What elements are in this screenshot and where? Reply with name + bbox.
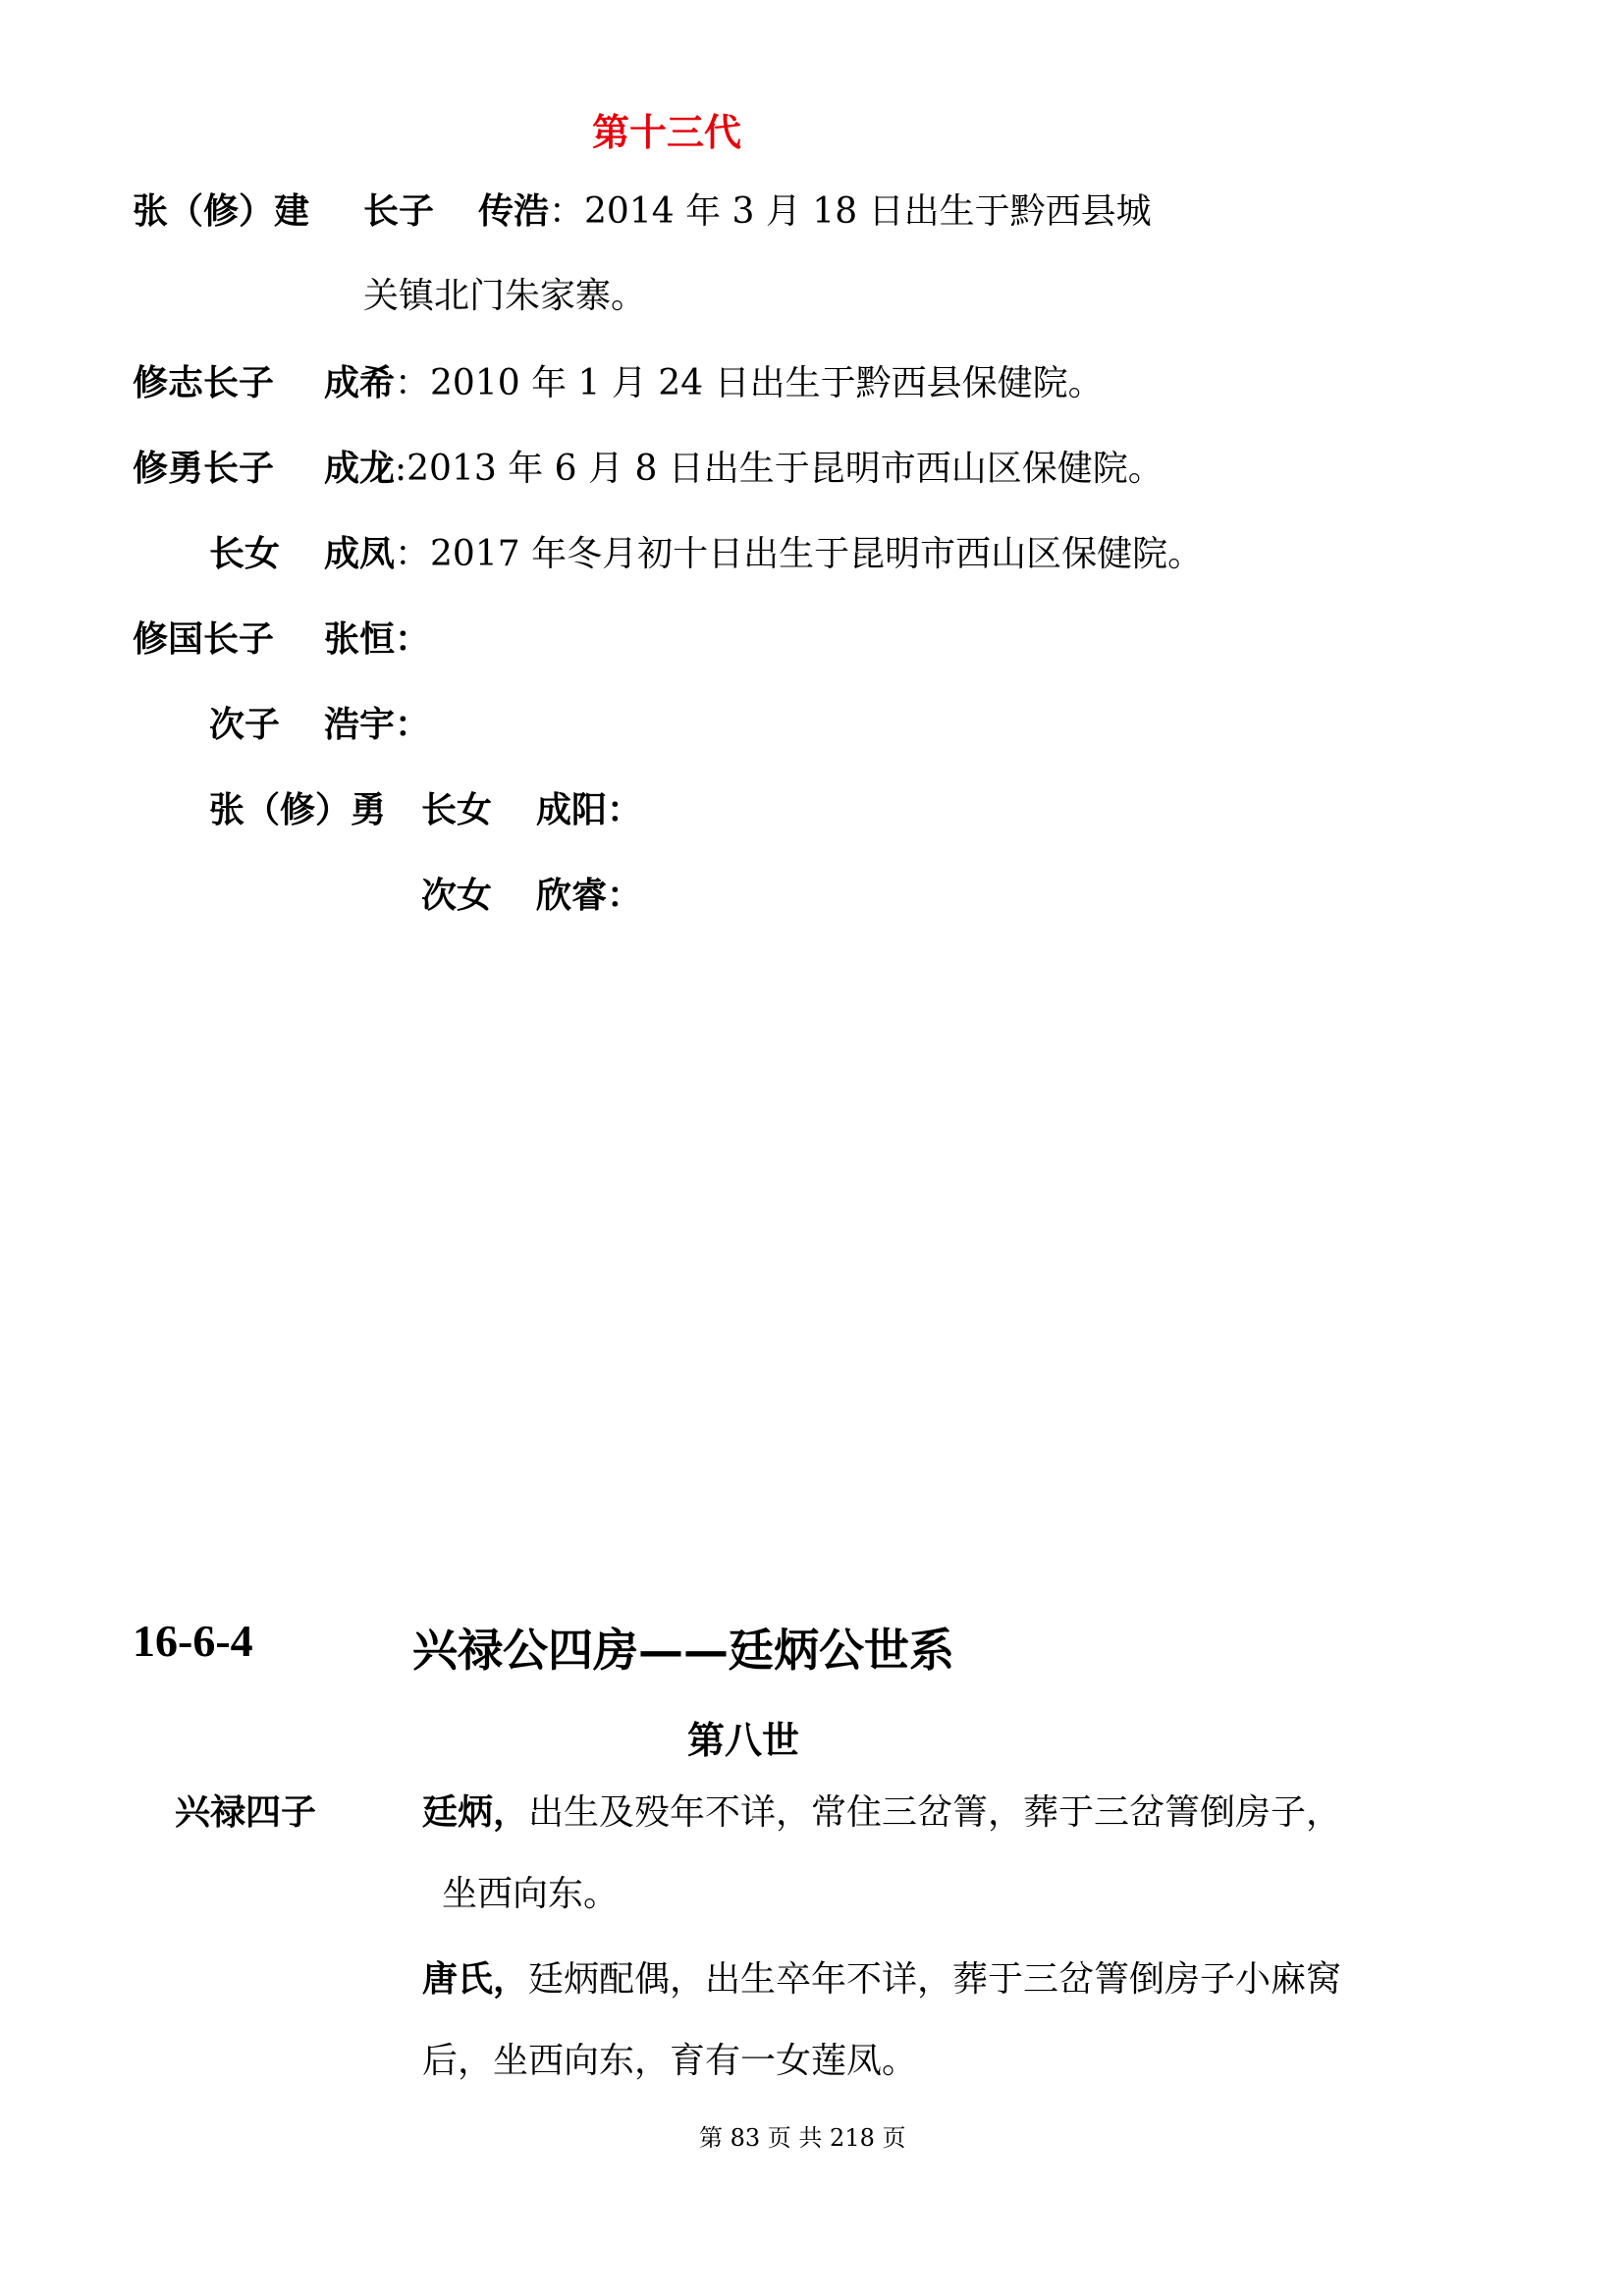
entry-text: ： [607, 789, 643, 830]
genealogy-entry-detail [536, 874, 642, 918]
entry-text: 出生及殁年不详，常住三岔箐，葬于三岔箐倒房子， [528, 1792, 1342, 1833]
entry-relation: 长女 [209, 533, 281, 574]
entry-parent: 张（修）建 [133, 190, 310, 232]
genealogy-entry-body [363, 189, 434, 234]
genealogy-entry [133, 361, 274, 405]
entry-name: 成希 [324, 362, 396, 403]
entry-label: 兴禄四子 [175, 1791, 317, 1833]
entry-parent: 修国长子 [133, 618, 275, 660]
entry-name: 成龙 [324, 448, 396, 489]
entry-parent: 修志长子 [133, 362, 275, 403]
entry-relation: 长子 [363, 190, 435, 232]
genealogy-entry-detail [324, 447, 1164, 491]
genealogy-entry-detail [324, 532, 1203, 576]
entry-parent: 修勇长子 [133, 448, 275, 489]
entry-relation: 长女 [421, 789, 493, 830]
section-entry-detail [422, 1790, 1341, 1835]
entry-continuation: 关镇北门朱家寨。 [363, 276, 647, 316]
entry-text: ：2017 年冬月初十日出生于昆明市西山区保健院。 [395, 534, 1204, 574]
entry-relation: 次女 [421, 875, 493, 916]
entry-name: 欣睿 [536, 875, 608, 916]
section-number: 16-6-4 [133, 1616, 253, 1666]
entry-name: 浩宇 [324, 704, 396, 745]
genealogy-entry-detail [324, 617, 430, 662]
entry-name: 成凤 [324, 533, 396, 574]
entry-name: 张恒 [324, 618, 396, 660]
entry-text: ：2014 年 3 月 18 日出生于黔西县城 [549, 191, 1152, 232]
entry-text: :2013 年 6 月 8 日出生于昆明市西山区保健院。 [395, 449, 1164, 489]
entry-name: 成阳 [536, 789, 608, 830]
entry-name: 传浩 [478, 190, 550, 232]
entry-text: ： [395, 618, 431, 660]
entry-text: 廷炳配偶，出生卒年不详，葬于三岔箐倒房子小麻窝 [528, 1959, 1342, 2000]
genealogy-entry [209, 532, 280, 576]
genealogy-entry-detail [478, 189, 1152, 234]
genealogy-entry-body [421, 874, 492, 918]
entry-continuation: 后，坐西向东，育有一女莲凤。 [422, 2041, 918, 2081]
entry-text: ： [395, 704, 431, 745]
entry-relation: 次子 [209, 704, 281, 745]
genealogy-entry-body [421, 788, 492, 832]
section-entry-detail [422, 1957, 1341, 2002]
entry-text: ：2010 年 1 月 24 日出生于黔西县保健院。 [395, 363, 1104, 403]
generation-title: 第十三代 [592, 110, 742, 154]
section-title: 兴禄公四房——廷炳公世系 [412, 1624, 954, 1677]
entry-parent: 张（修）勇 [209, 789, 387, 830]
genealogy-entry-detail [324, 361, 1104, 405]
genealogy-entry [133, 189, 309, 234]
entry-continuation: 坐西向东。 [442, 1874, 620, 1914]
section-subtitle: 第八世 [687, 1718, 800, 1762]
genealogy-entry [209, 788, 386, 832]
section-entry-label [175, 1790, 316, 1835]
genealogy-entry-detail [536, 788, 642, 832]
entry-name: 唐氏， [422, 1958, 529, 2000]
genealogy-entry [209, 703, 280, 747]
page-footer: 第 83 页 共 218 页 [699, 2124, 906, 2152]
genealogy-entry [133, 447, 274, 491]
entry-name: 廷炳， [422, 1791, 529, 1833]
entry-text: ： [607, 875, 643, 916]
genealogy-entry [133, 617, 274, 662]
genealogy-entry-detail [324, 703, 430, 747]
